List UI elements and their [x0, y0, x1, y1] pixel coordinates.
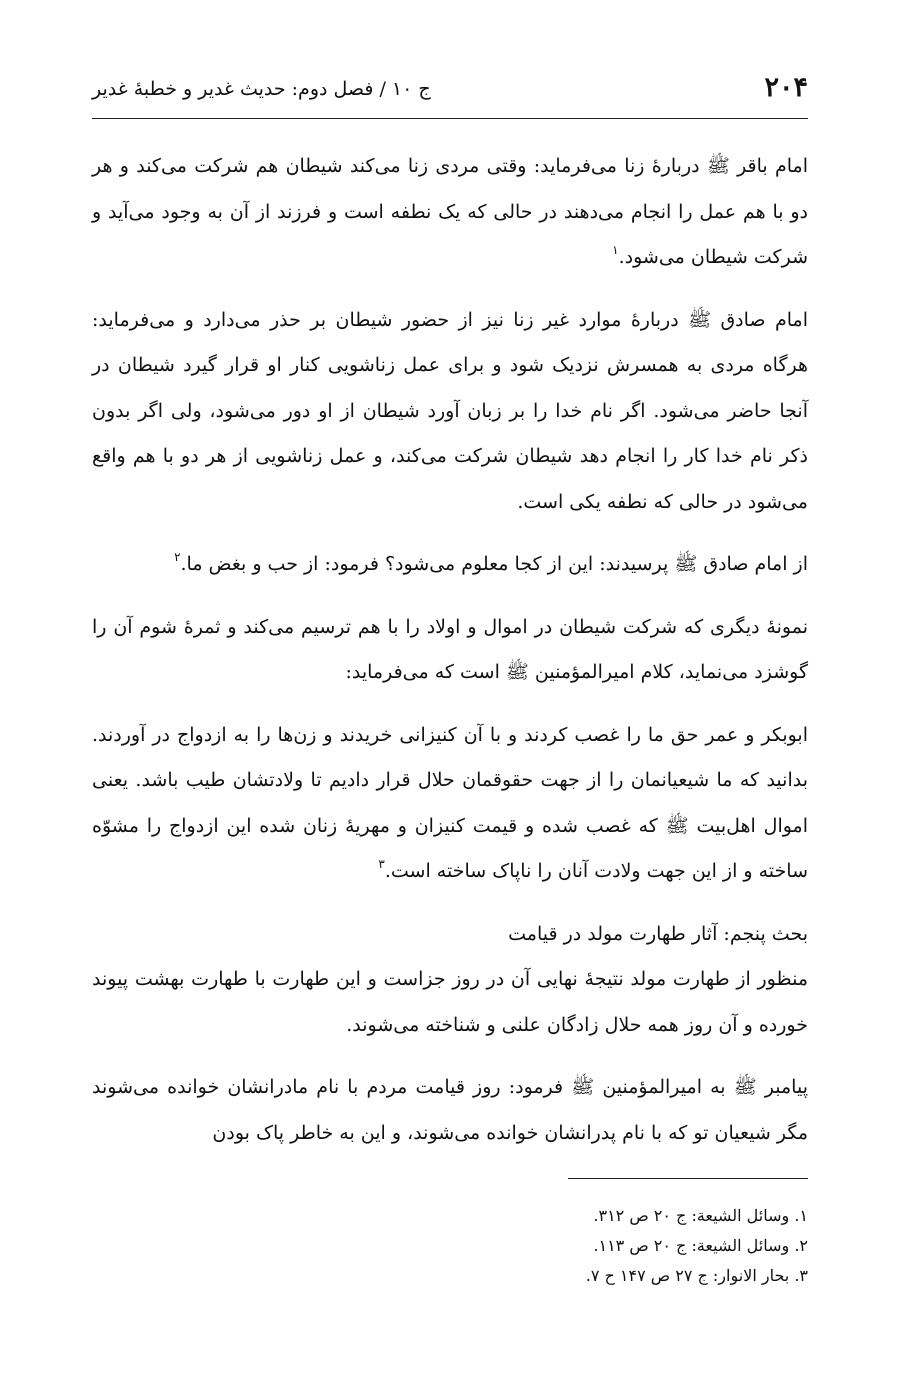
running-title: ج ۱۰ / فصل دوم: حدیث غدیر و خطبهٔ غدیر [92, 78, 431, 100]
page-number: ۲۰۴ [764, 72, 808, 103]
paragraph-1: امام باقر ﷺ دربارهٔ زنا می‌فرماید: وقتی مردی زنا می‌کند شیطان هم شرکت می‌کند و هر دو با هم عمل را انجام می‌دهند در حالی که یک نطفه است و فرزند از آن به وجود می‌آید و شرکت شیطان می‌شود.$^۱$ [92, 155, 809, 268]
main-text [92, 144, 808, 1156]
footnotes [388, 1201, 808, 1291]
paragraph-2: امام صادق ﷺ دربارهٔ موارد غیر زنا نیز از حضور شیطان بر حذر می‌دارد و می‌فرماید: هرگاه مردی به همسرش نزدیک شود و برای عمل زناشویی کنار او قرار گیرد شیطان در آنجا حاضر می‌شود. اگر نام خدا را بر زبان آورد شیطان از او دور می‌شود، ولی اگر بدون ذکر نام خدا کار را انجام دهد شیطان شرکت می‌کند، و عمل زناشویی از هر دو با هم واقع می‌شود در حالی که نطفه یکی است. [92, 308, 808, 513]
paragraph-3: از امام صادق ﷺ پرسیدند: این از کجا معلوم می‌شود؟ فرمود: از حب و بغض ما.$^۲$ [174, 550, 808, 575]
footnote-1: ۱. وسائل الشیعة: ج ۲۰ ص ۳۱۲. [593, 1206, 808, 1225]
footnote-2: ۲. وسائل الشیعة: ج ۲۰ ص ۱۱۳. [593, 1236, 808, 1255]
section-heading: بحث پنجم: آثار طهارت مولد در قیامت [508, 922, 808, 945]
footnote-divider [568, 1178, 808, 1179]
footnote-ref-1: ۱ [612, 243, 619, 257]
paragraph-6: منظور از طهارت مولد نتیجهٔ نهایی آن در روز جزاست و این طهارت با طهارت بهشت پیوند خورده و آن روز همه حلال زادگان علنی و شناخته می‌شوند. [92, 968, 808, 1036]
footnote-ref-3: ۳ [378, 857, 385, 871]
footnote-ref-2: ۲ [174, 550, 181, 564]
paragraph-4: نمونهٔ دیگری که شرکت شیطان در اموال و اولاد را با هم ترسیم می‌کند و ثمرهٔ شوم آن را گوشزد می‌نماید، کلام امیرالمؤمنین ﷺ است که می‌فرماید: [92, 615, 808, 683]
page-header [92, 60, 808, 118]
paragraph-7: پیامبر ﷺ به امیرالمؤمنین ﷺ فرمود: روز قیامت مردم با نام مادرانشان خوانده می‌شوند مگر شیعیان تو که با نام پدرانشان خوانده می‌شوند، و این به خاطر پاک بودن [92, 1076, 808, 1144]
quote-paragraph: ابوبکر و عمر حق ما را غصب کردند و با آن کنیزانی خریدند و زن‌ها را به ازدواج در آوردند. بدانید که ما شیعیانمان را از جهت حقوقمان حلال قرار دادیم تا ولادتشان طیب باشد. یعنی اموال اهل‌بیت ﷺ که غصب شده و قیمت کنیزان و مهریهٔ زنان شده این ازدواج را مشوّه ساخته و از این جهت ولادت آنان را ناپاک ساخته است.$^۳$ [92, 723, 808, 882]
header-divider [92, 118, 808, 119]
footnote-3: ۳. بحار الانوار: ج ۲۷ ص ۱۴۷ ح ۷. [585, 1266, 808, 1285]
